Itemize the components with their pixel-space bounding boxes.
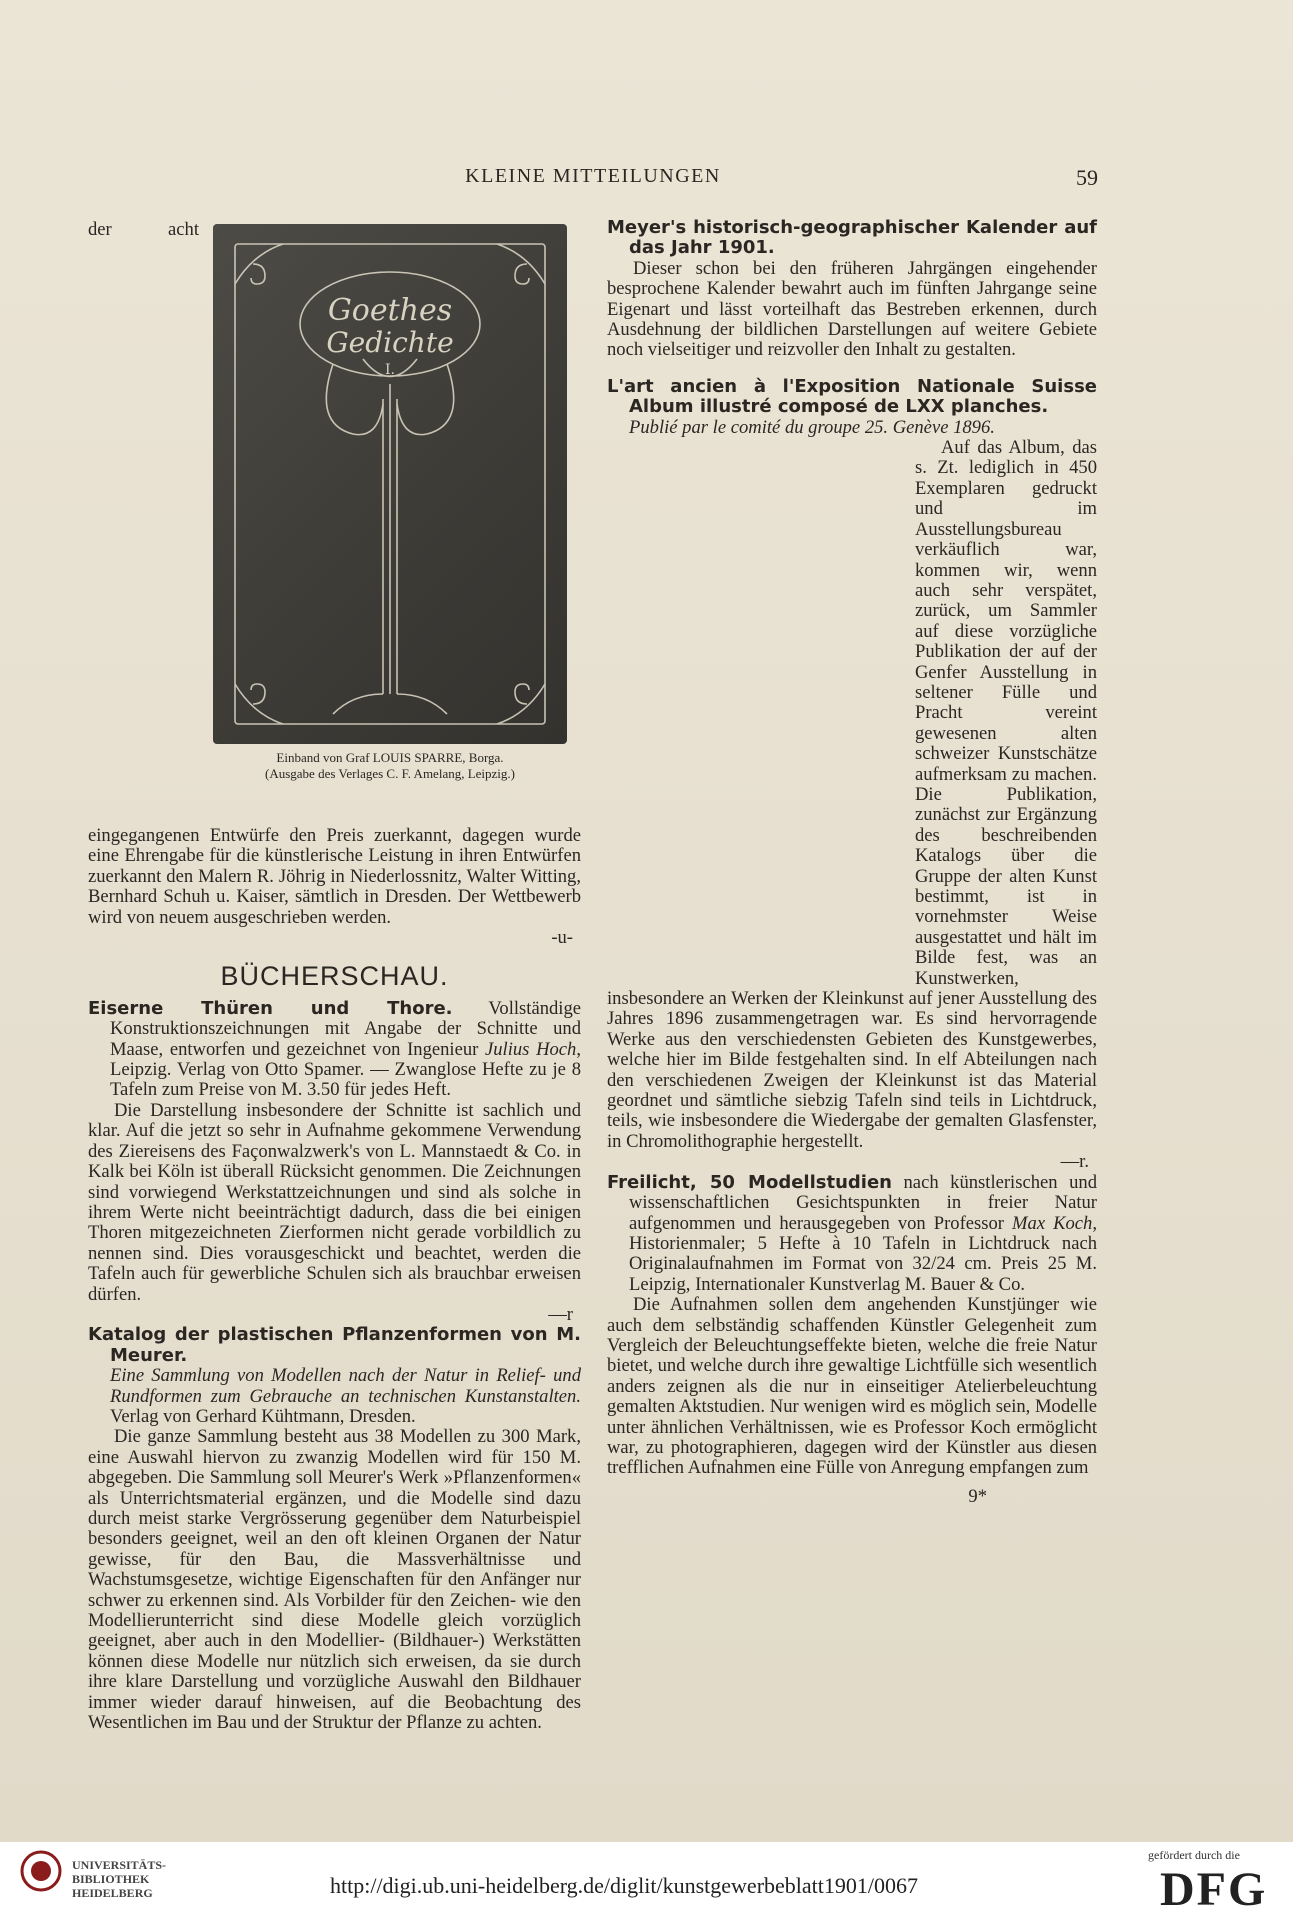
review-citation <box>607 218 1097 259</box>
figure-float <box>213 224 581 826</box>
caption-line: Einband von Graf LOUIS SPARRE, Borga. <box>276 750 504 765</box>
section-heading: BÜCHERSCHAU. <box>220 961 449 992</box>
review-title: Meyer's historisch-geographischer Kalender auf das Jahr 1901. <box>607 217 1097 259</box>
citation-author: Julius Hoch <box>485 1038 577 1060</box>
review-citation <box>88 1325 581 1366</box>
left-column <box>88 220 581 1733</box>
citation-text: , Leipzig. Verlag von Otto Spamer. — Zwanglose Hefte zu je 8 Tafeln zum Preise von M. 3.50 für jedes Heft. <box>110 1038 582 1101</box>
review-body: Dieser schon bei den früheren Jahrgängen eingehender besprochene Kalender bewahrt auch im fünften Jahrgange seine Eigenart und lässt vorteilhaft das Bestreben erkennen, durch Ausdehnung der bildlichen Darstellungen auf weitere Gebiete noch vielseitiger und reizvoller den Inhalt zu gestalten. <box>607 257 1097 361</box>
library-name: UNIVERSITÄTS- BIBLIOTHEK HEIDELBERG <box>72 1858 167 1900</box>
review-body: Die Aufnahmen sollen dem angehenden Kunstjünger wie auch dem selbständig schaffenden Künstler Gelegenheit zum Vergleich der Beleuchtungseffekte bieten, welche die freie Natur bietet, und welche durch ihre gewaltige Lichtfülle sich wesentlich anders zeignen als die nur in einseitiger Atelierbeleuchtung gemalten Aktstudien. Nur wenigen wird es möglich sein, Modelle unter ähnlichen Verhältnissen, wie es Professor Koch ermöglicht war, zu photographieren, dagegen wird der Künstler aus diesen trefflichen Aufnahmen eine Fülle von Anregung empfangen zum <box>607 1294 1097 1479</box>
review-title: L'art ancien à l'Exposition Nationale Suisse Album illustré composé de LXX planches. <box>607 375 1097 418</box>
review-title: Eiserne Thüren und Thore. <box>88 997 453 1019</box>
review-citation <box>607 1173 1097 1295</box>
running-title: KLEINE MITTEILUNGEN <box>465 165 721 187</box>
citation-text: nach künstlerischen und wissenschaftlichen Gesichtspunkten in freier Natur aufgenommen und herausgegeben von Professor <box>629 1171 1097 1234</box>
text-wrap-space <box>607 438 907 974</box>
citation-text: Historienmaler; 5 Hefte à 10 Tafeln in Lichtdruck nach Originalaufnahmen im Format von 32/24 cm. Preis 25 M. Leipzig, Internationaler Kunstverlag M. Bauer & Co. <box>629 1232 1097 1295</box>
review-citation <box>88 999 581 1101</box>
dfg-logo: DFG <box>1160 1863 1268 1916</box>
review-body: Die ganze Sammlung besteht aus 38 Modellen zu 300 Mark, eine Auswahl hiervon zu zwanzig Modellen wird für 150 M. abgegeben. Die Sammlung soll Meurer's Werk »Pflanzenformen« als Unterrichtsmaterial ergänzen, und die Modelle sind dazu durch meist starke Vergrösserung gegenüber dem Naturbeispiel besonders geeignet, weil an den oft kleinen Organen der Natur gewisse, für den Bau, die Massverhältnisse und Wachstumsgesetze, wichtige Eigenschaften für den Anfänger nur schwer zu erkennen sind. Als Vorbilder für den Zeichen- wie den Modellierunterricht sind diese Modelle gleich vorzüglich geeignet, aber auch in den Modellier- (Bildhauer-) Werkstätten können diese Modelle nur nützlich sich erweisen, da sie durch ihre klare Darstellung und vorzügliche Auswahl den Bildhauer immer wieder darauf hinweisen, auf die Beobachtung des Wesentlichen im Bau und der Struktur der Pflanze zu achten. <box>88 1426 581 1734</box>
book-cover-figure <box>213 224 567 782</box>
review-signature: —r. <box>1060 1151 1089 1173</box>
svg-text:Gedichte: Gedichte <box>326 326 454 359</box>
page-header <box>88 165 1098 193</box>
review-body: Die Darstellung insbesondere der Schnitte ist sachlich und klar. Auf die jetzt so sehr in Aufnahme gekommene Verwendung des Ziereisens des Façonwalzwerk's von L. Mannstaedt & Co. in Kalk bei Köln ist überall Rücksicht genommen. Die Zeichnungen sind vorwiegend Werkstattzeichnungen und sind als solche in ihrem Werte nicht beeinträchtigt dadurch, dass die bei einigen Thoren mitgezeichneten Zierformen nicht gerade vorbildlich zu nennen sind. Dies vorausgeschickt und beachtet, werden die Tafeln auch für gewerbliche Schulen sich als brauchbar erweisen dürfen. <box>88 1099 581 1305</box>
author-signature: -u- <box>551 927 573 949</box>
review-signature: —r <box>548 1303 573 1325</box>
citation-author: Max Koch, <box>1012 1212 1098 1234</box>
intro-paragraph: der acht eingegangenen Entwürfe den Preis zuerkannt, dagegen wurde eine Ehrengabe für die künstlerische Leistung in ihren Entwürfen zuerkannt den Malern R. Jöhrig in Niederlossnitz, Walter Witting, Bernhard Schuh u. Kaiser, sämtlich in Dresden. Der Wettbewerb wird von neuem ausgeschrieben werden. <box>88 219 581 928</box>
citation-text: Vollständige Konstruktionszeichnungen mit Angabe der Schnitte und Maase, entworfen und gezeichnet von Ingenieur <box>110 997 582 1060</box>
svg-text:Goethes: Goethes <box>327 293 453 328</box>
review-subtitle: Publié par le comité du groupe 25. Genève 1896. <box>629 416 995 438</box>
caption-line: (Ausgabe des Verlages C. F. Amelang, Leipzig.) <box>265 766 515 781</box>
source-url-link[interactable]: http://digi.ub.uni-heidelberg.de/diglit/kunstgewerbeblatt1901/0067 <box>330 1873 919 1898</box>
review-title: Katalog der plastischen Pflanzenformen von M. Meurer. <box>88 1324 581 1366</box>
funded-by-label: gefördert durch die <box>1148 1848 1240 1862</box>
university-seal-icon <box>20 1850 62 1892</box>
review-citation <box>607 377 1097 418</box>
review-subtitle: Eine Sammlung von Modellen nach der Natur in Relief- und Rundformen zum Gebrauche an technischen Kunstanstalten. Verlag von Gerhard Kühtmann, Dresden. <box>110 1365 581 1427</box>
svg-text:I.: I. <box>385 362 395 378</box>
right-column <box>607 218 1097 1507</box>
book-cover-image <box>213 224 567 744</box>
cover-ornament-icon <box>213 224 567 744</box>
figure-caption <box>213 750 567 782</box>
signature-mark: 9* <box>968 1485 987 1507</box>
review-body: Auf das Album, das s. Zt. lediglich in 450 Exemplaren gedruckt und im Ausstellungsbureau verkäuflich war, kommen wir, wenn auch sehr verspätet, zurück, um Sammler auf diese vorzügliche Publikation der auf der Genfer Ausstellung in seltener Fülle und Pracht vereint gewesenen alten schweizer Kunstschätze aufmerksam zu machen. Die Publikation, zunächst zur Ergänzung des beschreibenden Katalogs über die Gruppe der alten Kunst bestimmt, ist in vornehmster Weise ausgestattet und hält im Bilde fest, was an Kunstwerken, insbesondere an Werken der Kleinkunst auf jener Ausstellung des Jahres 1896 zusammengetragen war. Es sind hervorragende Werke aus den verschiedensten Gebieten des Kunstgewerbes, welche hier im Bilde festgehalten sind. In elf Abteilungen nach den verschiedenen Zweigen der Kleinkunst ist das Material geordnet und sämtliche siebzig Tafeln sind teils in Lichtdruck, teils, wie insbesondere die Wiedergabe der gemalten Glasfenster, in Chromolithographie hergestellt. <box>607 437 1097 1152</box>
page-number: 59 <box>1076 165 1098 190</box>
review-publisher: Verlag von Gerhard Kühtmann, Dresden. <box>110 1405 416 1427</box>
review-title: Freilicht, 50 Modellstudien <box>607 1171 892 1193</box>
